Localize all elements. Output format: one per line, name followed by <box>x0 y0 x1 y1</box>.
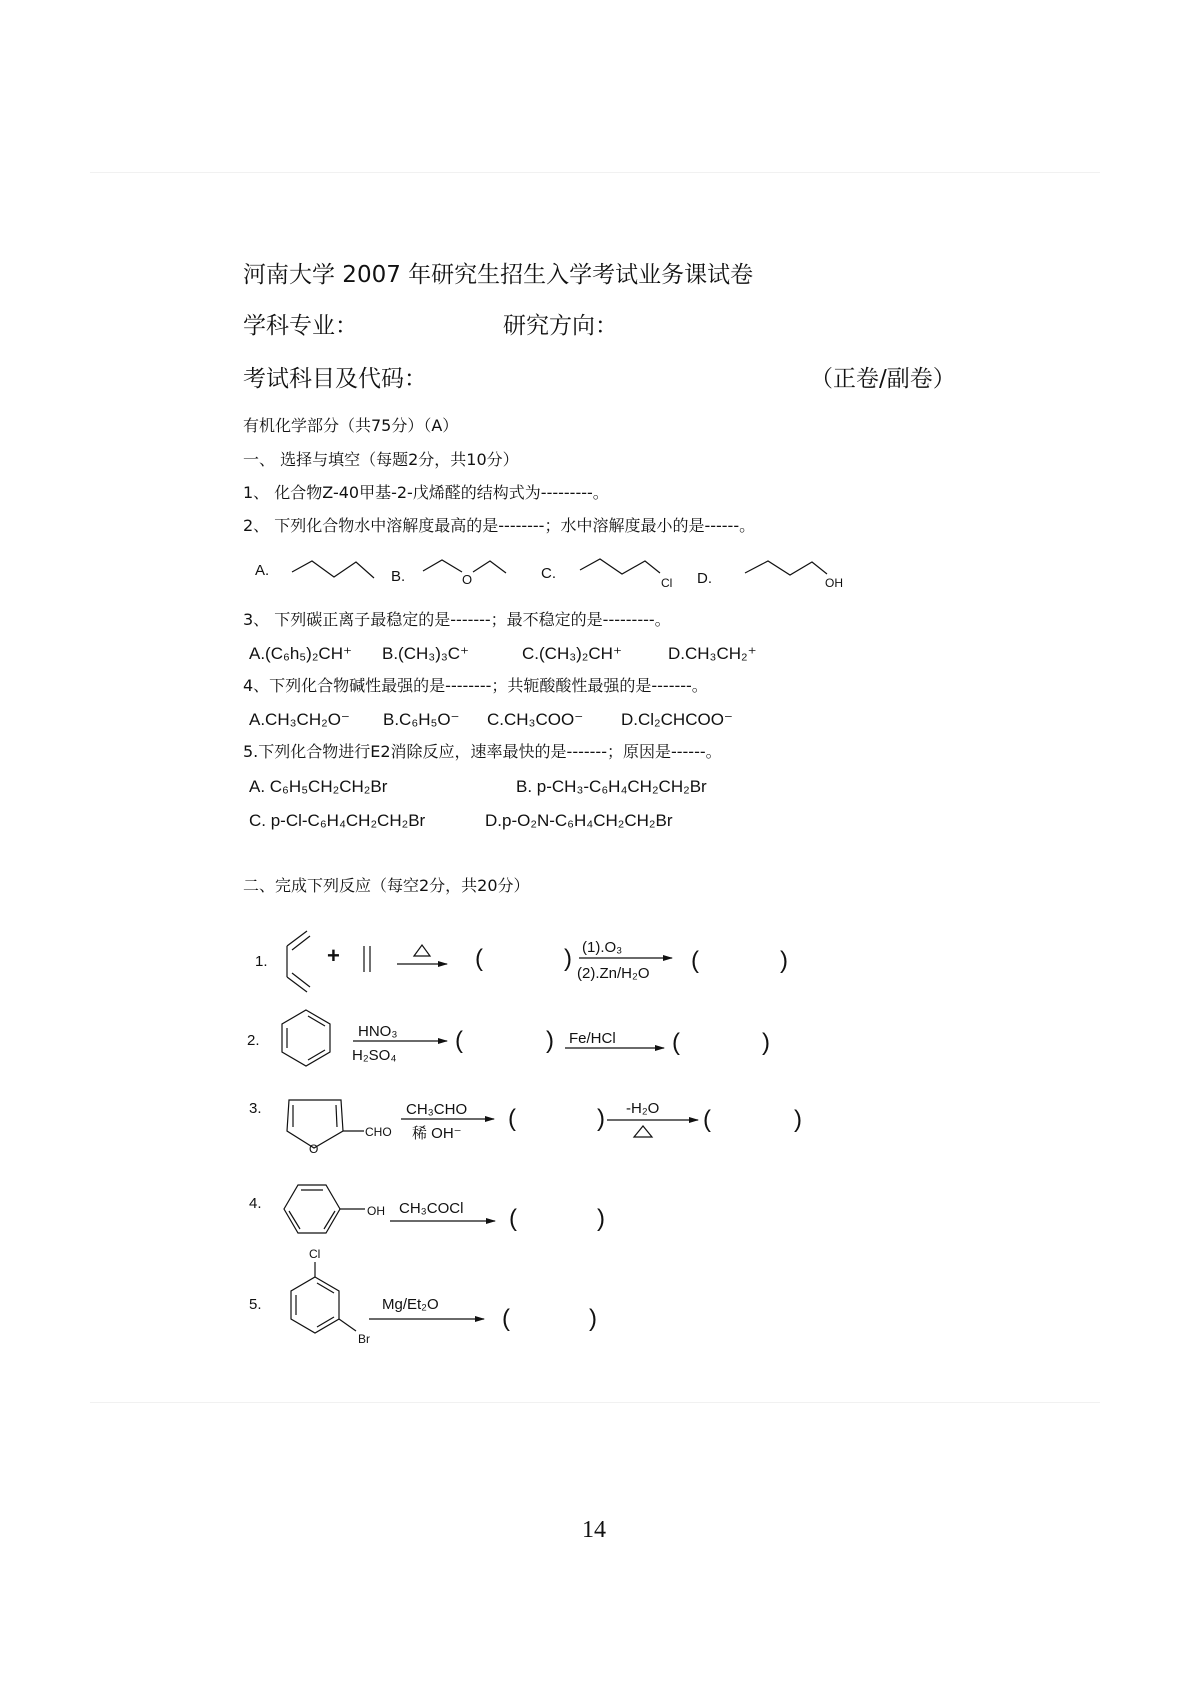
q5-option-d: D.p-O₂N-C₆H₄CH₂CH₂Br <box>485 811 673 830</box>
answer-paren-close: ) <box>597 1205 605 1232</box>
q3-option-b: B.(CH₃)₃C⁺ <box>382 644 470 663</box>
question-3: 3、 下列碳正离子最稳定的是-------；最不稳定的是---------。 <box>243 610 671 629</box>
q3-option-a: A.(C₆h₅)₂CH⁺ <box>249 644 352 663</box>
q4-option-a: A.CH₃CH₂O⁻ <box>249 710 350 729</box>
ethylene-structure <box>364 946 370 972</box>
hydroxyl-label: OH <box>825 576 843 590</box>
q4-option-d: D.Cl₂CHCOO⁻ <box>621 710 733 729</box>
reaction-1-number: 1. <box>255 953 268 970</box>
ether-oxygen: O <box>462 572 473 587</box>
answer-paren-open: ( <box>509 1205 517 1232</box>
reagent-nitric-acid: HNO₃ <box>358 1023 398 1040</box>
reaction-4-number: 4. <box>249 1195 262 1212</box>
heat-triangle-icon <box>634 1126 652 1137</box>
reaction-3-number: 3. <box>249 1100 262 1117</box>
answer-paren-close: ) <box>589 1305 597 1332</box>
answer-paren-open: ( <box>455 1027 463 1054</box>
q4-option-b: B.C₆H₅O⁻ <box>383 710 460 729</box>
furan-oxygen: O <box>309 1142 319 1156</box>
q5-option-c: C. p-Cl-C₆H₄CH₂CH₂Br <box>249 811 426 830</box>
bromochlorobenzene-structure <box>291 1262 356 1333</box>
reagent-dilute-base: 稀 OH⁻ <box>412 1125 462 1142</box>
reagent-acetaldehyde: CH₃CHO <box>406 1101 468 1118</box>
q5-option-a: A. C₆H₅CH₂CH₂Br <box>249 777 388 796</box>
answer-paren-open: ( <box>703 1106 711 1133</box>
answer-paren-open: ( <box>508 1105 516 1132</box>
chlorine-label: Cl <box>309 1247 321 1261</box>
phenol-structure <box>284 1185 365 1233</box>
subject-label: 考试科目及代码： <box>243 366 427 392</box>
paper-type: （正卷/副卷） <box>810 366 956 392</box>
q5-option-b: B. p-CH₃-C₆H₄CH₂CH₂Br <box>516 777 707 796</box>
plus-sign: + <box>327 943 340 968</box>
exam-title: 河南大学 2007 年研究生招生入学考试业务课试卷 <box>243 262 754 288</box>
answer-paren-close: ) <box>780 947 788 974</box>
structure-ether-right <box>473 561 506 573</box>
reagent-dehydration: -H₂O <box>626 1100 660 1117</box>
q4-option-c: C.CH₃COO⁻ <box>487 710 584 729</box>
structure-butanol <box>745 561 827 575</box>
reaction-5-number: 5. <box>249 1296 262 1313</box>
answer-paren-close: ) <box>564 945 572 972</box>
question-5: 5.下列化合物进行E2消除反应，速率最快的是-------；原因是------。 <box>243 742 722 761</box>
reagent-sulfuric-acid: H₂SO₄ <box>352 1047 397 1064</box>
major-label: 学科专业： <box>243 313 358 339</box>
answer-paren-open: ( <box>691 947 699 974</box>
structure-chlorobutane <box>580 559 660 574</box>
q3-option-d: D.CH₃CH₂⁺ <box>668 644 757 663</box>
structure-pentane <box>292 561 374 578</box>
reagent-ozone: (1).O₃ <box>582 939 623 956</box>
answer-paren-open: ( <box>672 1029 680 1056</box>
page-number: 14 <box>582 1517 606 1543</box>
question-4: 4、下列化合物碱性最强的是--------；共轭酸酸性最强的是-------。 <box>243 676 708 695</box>
answer-paren-close: ) <box>762 1029 770 1056</box>
answer-paren-close: ) <box>546 1027 554 1054</box>
q2-option-d: D. <box>697 570 712 587</box>
furfural-structure <box>287 1100 364 1148</box>
chlorine-label: Cl <box>661 576 673 590</box>
section2-title: 二、完成下列反应（每空2分，共20分） <box>243 876 530 895</box>
answer-paren-close: ) <box>794 1106 802 1133</box>
q2-option-a: A. <box>255 562 270 579</box>
answer-paren-open: ( <box>475 945 483 972</box>
q2-option-c: C. <box>541 565 556 582</box>
direction-label: 研究方向： <box>503 313 618 339</box>
section1-title: 一、 选择与填空（每题2分，共10分） <box>243 450 519 469</box>
hydroxyl-label: OH <box>367 1204 385 1218</box>
q2-option-b: B. <box>391 568 406 585</box>
bromine-label: Br <box>358 1332 370 1346</box>
question-2: 2、 下列化合物水中溶解度最高的是--------；水中溶解度最小的是------。 <box>243 516 756 535</box>
answer-paren-open: ( <box>502 1305 510 1332</box>
benzene-structure <box>282 1010 330 1066</box>
reagent-acetyl-chloride: CH₃COCl <box>399 1200 464 1217</box>
part-title: 有机化学部分（共75分）（A） <box>243 416 459 435</box>
answer-paren-close: ) <box>597 1105 605 1132</box>
reagent-fe-hcl: Fe/HCl <box>569 1030 616 1047</box>
question-1: 1、 化合物Z-40甲基-2-戊烯醛的结构式为---------。 <box>243 483 609 502</box>
reagent-zn-water: (2).Zn/H₂O <box>577 965 650 982</box>
q3-option-c: C.(CH₃)₂CH⁺ <box>522 644 622 663</box>
butadiene-structure <box>287 931 310 992</box>
heat-triangle-icon <box>414 945 430 956</box>
reaction-2-number: 2. <box>247 1032 260 1049</box>
reagent-grignard: Mg/Et₂O <box>382 1296 439 1313</box>
aldehyde-label: CHO <box>365 1125 392 1139</box>
structure-ether-left <box>423 560 462 572</box>
